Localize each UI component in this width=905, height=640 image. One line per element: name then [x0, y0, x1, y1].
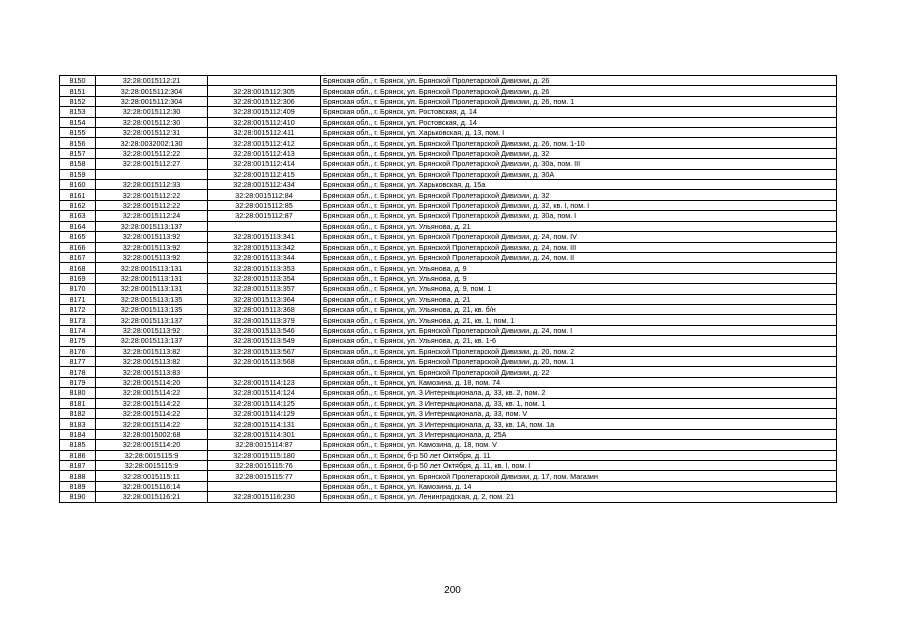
table-row	[60, 190, 837, 200]
row-number-cell: 8168	[60, 263, 96, 273]
cadastral-number-object-cell: 32:28:0015112:415	[208, 169, 321, 179]
row-number-cell: 8176	[60, 346, 96, 356]
cadastral-number-object-cell: 32:28:0015113:353	[208, 263, 321, 273]
address-cell: Брянская обл., г. Брянск, ул. Брянской Пролетарской Дивизии, д. 32, кв. I, пом. I	[321, 200, 837, 210]
cadastral-number-object-cell: 32:28:0015113:379	[208, 315, 321, 325]
cadastral-number-object-cell: 32:28:0015112:412	[208, 138, 321, 148]
cadastral-number-object-cell: 32:28:0015113:549	[208, 336, 321, 346]
table-row	[60, 221, 837, 231]
table-row	[60, 388, 837, 398]
cadastral-number-parcel-cell: 32:28:0015116:21	[96, 492, 208, 502]
cadastral-number-parcel-cell: 32:28:0015113:131	[96, 263, 208, 273]
cadastral-number-object-cell: 32:28:0015112:306	[208, 96, 321, 106]
row-number-cell: 8154	[60, 117, 96, 127]
address-cell: Брянская обл., г. Брянск, ул. 3 Интернационала, д. 33, кв. 1, пом. 1	[321, 398, 837, 408]
cadastral-number-parcel-cell: 32:28:0015113:135	[96, 304, 208, 314]
address-cell: Брянская обл., г. Брянск, ул. Брянской Пролетарской Дивизии, д. 32	[321, 148, 837, 158]
table-row	[60, 180, 837, 190]
cadastral-number-parcel-cell: 32:28:0015114:22	[96, 398, 208, 408]
cadastral-number-object-cell: 32:28:0015112:411	[208, 128, 321, 138]
address-cell: Брянская обл., г. Брянск, ул. Ленинградская, д. 2, пом. 21	[321, 492, 837, 502]
row-number-cell: 8190	[60, 492, 96, 502]
table-row	[60, 304, 837, 314]
table-row	[60, 211, 837, 221]
cadastral-number-parcel-cell: 32:28:0015112:22	[96, 190, 208, 200]
address-cell: Брянская обл., г. Брянск, ул. Ульянова, д. 21	[321, 221, 837, 231]
row-number-cell: 8163	[60, 211, 96, 221]
address-cell: Брянская обл., г. Брянск, ул. Брянской Пролетарской Дивизии, д. 26	[321, 76, 837, 86]
row-number-cell: 8178	[60, 367, 96, 377]
table-row	[60, 429, 837, 439]
table-row	[60, 356, 837, 366]
cadastral-number-object-cell: 32:28:0015114:131	[208, 419, 321, 429]
cadastral-number-object-cell: 32:28:0015113:568	[208, 356, 321, 366]
cadastral-number-object-cell: 32:28:0015113:344	[208, 252, 321, 262]
row-number-cell: 8177	[60, 356, 96, 366]
address-cell: Брянская обл., г. Брянск, ул. Брянской Пролетарской Дивизии, д. 26, пом. 1-10	[321, 138, 837, 148]
address-cell: Брянская обл., г. Брянск, ул. Ульянова, д. 21	[321, 294, 837, 304]
row-number-cell: 8184	[60, 429, 96, 439]
cadastral-number-object-cell: 32:28:0015113:342	[208, 242, 321, 252]
address-cell: Брянская обл., г. Брянск, ул. Камозина, д. 18, пом. 74	[321, 377, 837, 387]
row-number-cell: 8152	[60, 96, 96, 106]
row-number-cell: 8172	[60, 304, 96, 314]
table-row	[60, 252, 837, 262]
address-cell: Брянская обл., г. Брянск, ул. Брянской Пролетарской Дивизии, д. 30а, пом. III	[321, 159, 837, 169]
cadastral-number-parcel-cell: 32:28:0015112:24	[96, 211, 208, 221]
cadastral-number-object-cell: 32:28:0015112:414	[208, 159, 321, 169]
row-number-cell: 8183	[60, 419, 96, 429]
cadastral-number-parcel-cell: 32:28:0015113:92	[96, 325, 208, 335]
address-cell: Брянская обл., г. Брянск, ул. Брянской Пролетарской Дивизии, д. 24, пом. IV	[321, 232, 837, 242]
cadastral-number-object-cell	[208, 367, 321, 377]
address-cell: Брянская обл., г. Брянск, ул. Брянской Пролетарской Дивизии, д. 30а, пом. I	[321, 211, 837, 221]
row-number-cell: 8167	[60, 252, 96, 262]
cadastral-number-object-cell: 32:28:0015114:129	[208, 409, 321, 419]
cadastral-number-object-cell: 32:28:0015114:87	[208, 440, 321, 450]
table-row	[60, 138, 837, 148]
row-number-cell: 8170	[60, 284, 96, 294]
table-row	[60, 96, 837, 106]
cadastral-number-object-cell: 32:28:0015112:410	[208, 117, 321, 127]
table-row	[60, 273, 837, 283]
address-cell: Брянская обл., г. Брянск, ул. 3 Интернационала, д. 33, пом. V	[321, 409, 837, 419]
table-row	[60, 107, 837, 117]
table-row	[60, 232, 837, 242]
table-row	[60, 284, 837, 294]
cadastral-number-object-cell: 32:28:0015112:434	[208, 180, 321, 190]
table-row	[60, 169, 837, 179]
table-row	[60, 492, 837, 502]
row-number-cell: 8166	[60, 242, 96, 252]
row-number-cell: 8188	[60, 471, 96, 481]
cadastral-number-object-cell: 32:28:0015112:409	[208, 107, 321, 117]
cadastral-number-parcel-cell: 32:28:0015113:92	[96, 232, 208, 242]
cadastral-number-parcel-cell: 32:28:0015112:22	[96, 148, 208, 158]
address-cell: Брянская обл., г. Брянск, ул. Брянской Пролетарской Дивизии, д. 30А	[321, 169, 837, 179]
address-cell: Брянская обл., г. Брянск, ул. Ульянова, д. 21, кв. 1, пом. 1	[321, 315, 837, 325]
cadastral-number-object-cell: 32:28:0015115:76	[208, 461, 321, 471]
table-row	[60, 346, 837, 356]
row-number-cell: 8185	[60, 440, 96, 450]
cadastral-number-object-cell	[208, 481, 321, 491]
cadastral-number-parcel-cell: 32:28:0015114:20	[96, 440, 208, 450]
cadastral-number-parcel-cell: 32:28:0015115:11	[96, 471, 208, 481]
cadastral-number-parcel-cell: 32:28:0015112:304	[96, 86, 208, 96]
table-row	[60, 200, 837, 210]
row-number-cell: 8169	[60, 273, 96, 283]
row-number-cell: 8189	[60, 481, 96, 491]
cadastral-number-object-cell	[208, 221, 321, 231]
table-row	[60, 336, 837, 346]
row-number-cell: 8162	[60, 200, 96, 210]
row-number-cell: 8155	[60, 128, 96, 138]
table-row	[60, 159, 837, 169]
table-row	[60, 440, 837, 450]
cadastral-number-object-cell: 32:28:0015113:567	[208, 346, 321, 356]
cadastral-number-object-cell: 32:28:0015115:77	[208, 471, 321, 481]
row-number-cell: 8173	[60, 315, 96, 325]
cadastral-number-object-cell: 32:28:0015112:413	[208, 148, 321, 158]
cadastral-number-object-cell: 32:28:0015113:368	[208, 304, 321, 314]
table-row	[60, 409, 837, 419]
cadastral-number-parcel-cell: 32:28:0015113:137	[96, 336, 208, 346]
cadastral-number-object-cell: 32:28:0015113:354	[208, 273, 321, 283]
cadastral-number-object-cell: 32:28:0015115:180	[208, 450, 321, 460]
page-number: 200	[444, 585, 461, 596]
address-cell: Брянская обл., г. Брянск, ул. Брянской Пролетарской Дивизии, д. 26, пом. 1	[321, 96, 837, 106]
address-cell: Брянская обл., г. Брянск, ул. Ульянова, д. 9	[321, 273, 837, 283]
cadastral-number-parcel-cell: 32:28:0015113:92	[96, 242, 208, 252]
row-number-cell: 8160	[60, 180, 96, 190]
table-row	[60, 398, 837, 408]
cadastral-number-object-cell: 32:28:0015112:84	[208, 190, 321, 200]
address-cell: Брянская обл., г. Брянск, ул. Харьковская, д. 13, пом. I	[321, 128, 837, 138]
cadastral-number-parcel-cell: 32:28:0015113:137	[96, 221, 208, 231]
cadastral-number-object-cell: 32:28:0015113:341	[208, 232, 321, 242]
cadastral-number-parcel-cell: 32:28:0015114:22	[96, 388, 208, 398]
address-cell: Брянская обл., г. Брянск, ул. Брянской Пролетарской Дивизии, д. 26	[321, 86, 837, 96]
table-row	[60, 128, 837, 138]
cadastral-number-parcel-cell: 32:28:0015002:68	[96, 429, 208, 439]
row-number-cell: 8175	[60, 336, 96, 346]
row-number-cell: 8157	[60, 148, 96, 158]
row-number-cell: 8161	[60, 190, 96, 200]
address-cell: Брянская обл., г. Брянск, ул. Харьковская, д. 15а	[321, 180, 837, 190]
table-row	[60, 117, 837, 127]
cadastral-number-object-cell: 32:28:0015112:85	[208, 200, 321, 210]
cadastral-number-parcel-cell: 32:28:0015114:22	[96, 409, 208, 419]
cadastral-number-object-cell: 32:28:0015112:87	[208, 211, 321, 221]
address-cell: Брянская обл., г. Брянск, ул. Камозина, д. 18, пом. V	[321, 440, 837, 450]
row-number-cell: 8174	[60, 325, 96, 335]
table-row	[60, 242, 837, 252]
table-row	[60, 315, 837, 325]
row-number-cell: 8182	[60, 409, 96, 419]
cadastral-number-parcel-cell: 32:28:0015116:14	[96, 481, 208, 491]
cadastral-number-parcel-cell: 32:28:0015112:27	[96, 159, 208, 169]
row-number-cell: 8153	[60, 107, 96, 117]
cadastral-number-parcel-cell: 32:28:0015112:304	[96, 96, 208, 106]
address-cell: Брянская обл., г. Брянск, ул. Ростовская, д. 14	[321, 107, 837, 117]
row-number-cell: 8158	[60, 159, 96, 169]
table-row	[60, 148, 837, 158]
cadastral-number-parcel-cell: 32:28:0015112:31	[96, 128, 208, 138]
address-cell: Брянская обл., г. Брянск, ул. 3 Интернационала, д. 33, кв. 2, пом. 2	[321, 388, 837, 398]
cadastral-number-parcel-cell: 32:28:0015115:9	[96, 450, 208, 460]
cadastral-number-object-cell	[208, 76, 321, 86]
cadastral-number-parcel-cell: 32:28:0032002:130	[96, 138, 208, 148]
row-number-cell: 8181	[60, 398, 96, 408]
cadastral-number-parcel-cell: 32:28:0015113:131	[96, 273, 208, 283]
table-row	[60, 76, 837, 86]
cadastral-number-parcel-cell: 32:28:0015113:83	[96, 367, 208, 377]
row-number-cell: 8159	[60, 169, 96, 179]
address-cell: Брянская обл., г. Брянск, ул. Брянской Пролетарской Дивизии, д. 20, пом. 1	[321, 356, 837, 366]
address-cell: Брянская обл., г. Брянск, ул. Ростовская, д. 14	[321, 117, 837, 127]
table-row	[60, 377, 837, 387]
cadastral-number-parcel-cell: 32:28:0015113:92	[96, 252, 208, 262]
cadastral-number-object-cell: 32:28:0015114:123	[208, 377, 321, 387]
cadastral-number-object-cell: 32:28:0015116:230	[208, 492, 321, 502]
address-cell: Брянская обл., г. Брянск, ул. Ульянова, д. 9, пом. 1	[321, 284, 837, 294]
table-row	[60, 86, 837, 96]
row-number-cell: 8150	[60, 76, 96, 86]
registry-table-body	[60, 76, 837, 503]
address-cell: Брянская обл., г. Брянск, ул. Ульянова, д. 21, кв. 1-6	[321, 336, 837, 346]
table-row	[60, 367, 837, 377]
row-number-cell: 8151	[60, 86, 96, 96]
cadastral-number-parcel-cell: 32:28:0015112:22	[96, 200, 208, 210]
address-cell: Брянская обл., г. Брянск, ул. Брянской Пролетарской Дивизии, д. 20, пом. 2	[321, 346, 837, 356]
table-row	[60, 481, 837, 491]
address-cell: Брянская обл., г. Брянск, ул. Брянской Пролетарской Дивизии, д. 24, пом. II	[321, 252, 837, 262]
address-cell: Брянская обл., г. Брянск, ул. Брянской Пролетарской Дивизии, д. 24, пом. III	[321, 242, 837, 252]
row-number-cell: 8179	[60, 377, 96, 387]
cadastral-number-parcel-cell: 32:28:0015113:131	[96, 284, 208, 294]
row-number-cell: 8186	[60, 450, 96, 460]
cadastral-number-parcel-cell: 32:28:0015113:82	[96, 346, 208, 356]
cadastral-number-parcel-cell: 32:28:0015112:33	[96, 180, 208, 190]
cadastral-number-object-cell: 32:28:0015114:125	[208, 398, 321, 408]
cadastral-number-object-cell: 32:28:0015113:546	[208, 325, 321, 335]
table-row	[60, 325, 837, 335]
address-cell: Брянская обл., г. Брянск, ул. Камозина, д. 14	[321, 481, 837, 491]
address-cell: Брянская обл., г. Брянск, ул. Ульянова, д. 21, кв. б/н	[321, 304, 837, 314]
address-cell: Брянская обл., г. Брянск, ул. Брянской Пролетарской Дивизии, д. 32	[321, 190, 837, 200]
cadastral-number-object-cell: 32:28:0015113:357	[208, 284, 321, 294]
address-cell: Брянская обл., г. Брянск, ул. 3 Интернационала, д. 25А	[321, 429, 837, 439]
cadastral-number-object-cell: 32:28:0015113:364	[208, 294, 321, 304]
address-cell: Брянская обл., г. Брянск, ул. Брянской Пролетарской Дивизии, д. 24, пом. I	[321, 325, 837, 335]
cadastral-number-parcel-cell: 32:28:0015112:30	[96, 107, 208, 117]
table-row	[60, 263, 837, 273]
table-row	[60, 450, 837, 460]
address-cell: Брянская обл., г. Брянск, б-р 50 лет Октября, д. 11	[321, 450, 837, 460]
cadastral-number-parcel-cell: 32:28:0015113:137	[96, 315, 208, 325]
address-cell: Брянская обл., г. Брянск, ул. Ульянова, д. 9	[321, 263, 837, 273]
cadastral-number-parcel-cell: 32:28:0015113:82	[96, 356, 208, 366]
address-cell: Брянская обл., г. Брянск, ул. Брянской Пролетарской Дивизии, д. 22	[321, 367, 837, 377]
cadastral-number-parcel-cell: 32:28:0015112:30	[96, 117, 208, 127]
row-number-cell: 8164	[60, 221, 96, 231]
row-number-cell: 8156	[60, 138, 96, 148]
cadastral-number-object-cell: 32:28:0015114:124	[208, 388, 321, 398]
cadastral-number-parcel-cell: 32:28:0015112:21	[96, 76, 208, 86]
row-number-cell: 8171	[60, 294, 96, 304]
cadastral-number-parcel-cell	[96, 169, 208, 179]
address-cell: Брянская обл., г. Брянск, ул. Брянской Пролетарской Дивизии, д. 17, пом. Магазин	[321, 471, 837, 481]
table-row	[60, 419, 837, 429]
cadastral-number-object-cell: 32:28:0015112:305	[208, 86, 321, 96]
row-number-cell: 8187	[60, 461, 96, 471]
row-number-cell: 8180	[60, 388, 96, 398]
address-cell: Брянская обл., г. Брянск, б-р 50 лет Октября, д. 11, кв. I, пом. I	[321, 461, 837, 471]
cadastral-number-object-cell: 32:28:0015114:301	[208, 429, 321, 439]
table-row	[60, 471, 837, 481]
row-number-cell: 8165	[60, 232, 96, 242]
table-row	[60, 294, 837, 304]
cadastral-number-parcel-cell: 32:28:0015114:22	[96, 419, 208, 429]
cadastral-number-parcel-cell: 32:28:0015114:20	[96, 377, 208, 387]
table-row	[60, 461, 837, 471]
cadastral-number-parcel-cell: 32:28:0015115:9	[96, 461, 208, 471]
registry-table	[59, 75, 837, 503]
cadastral-number-parcel-cell: 32:28:0015113:135	[96, 294, 208, 304]
address-cell: Брянская обл., г. Брянск, ул. 3 Интернационала, д. 33, кв. 1А, пом. 1а	[321, 419, 837, 429]
